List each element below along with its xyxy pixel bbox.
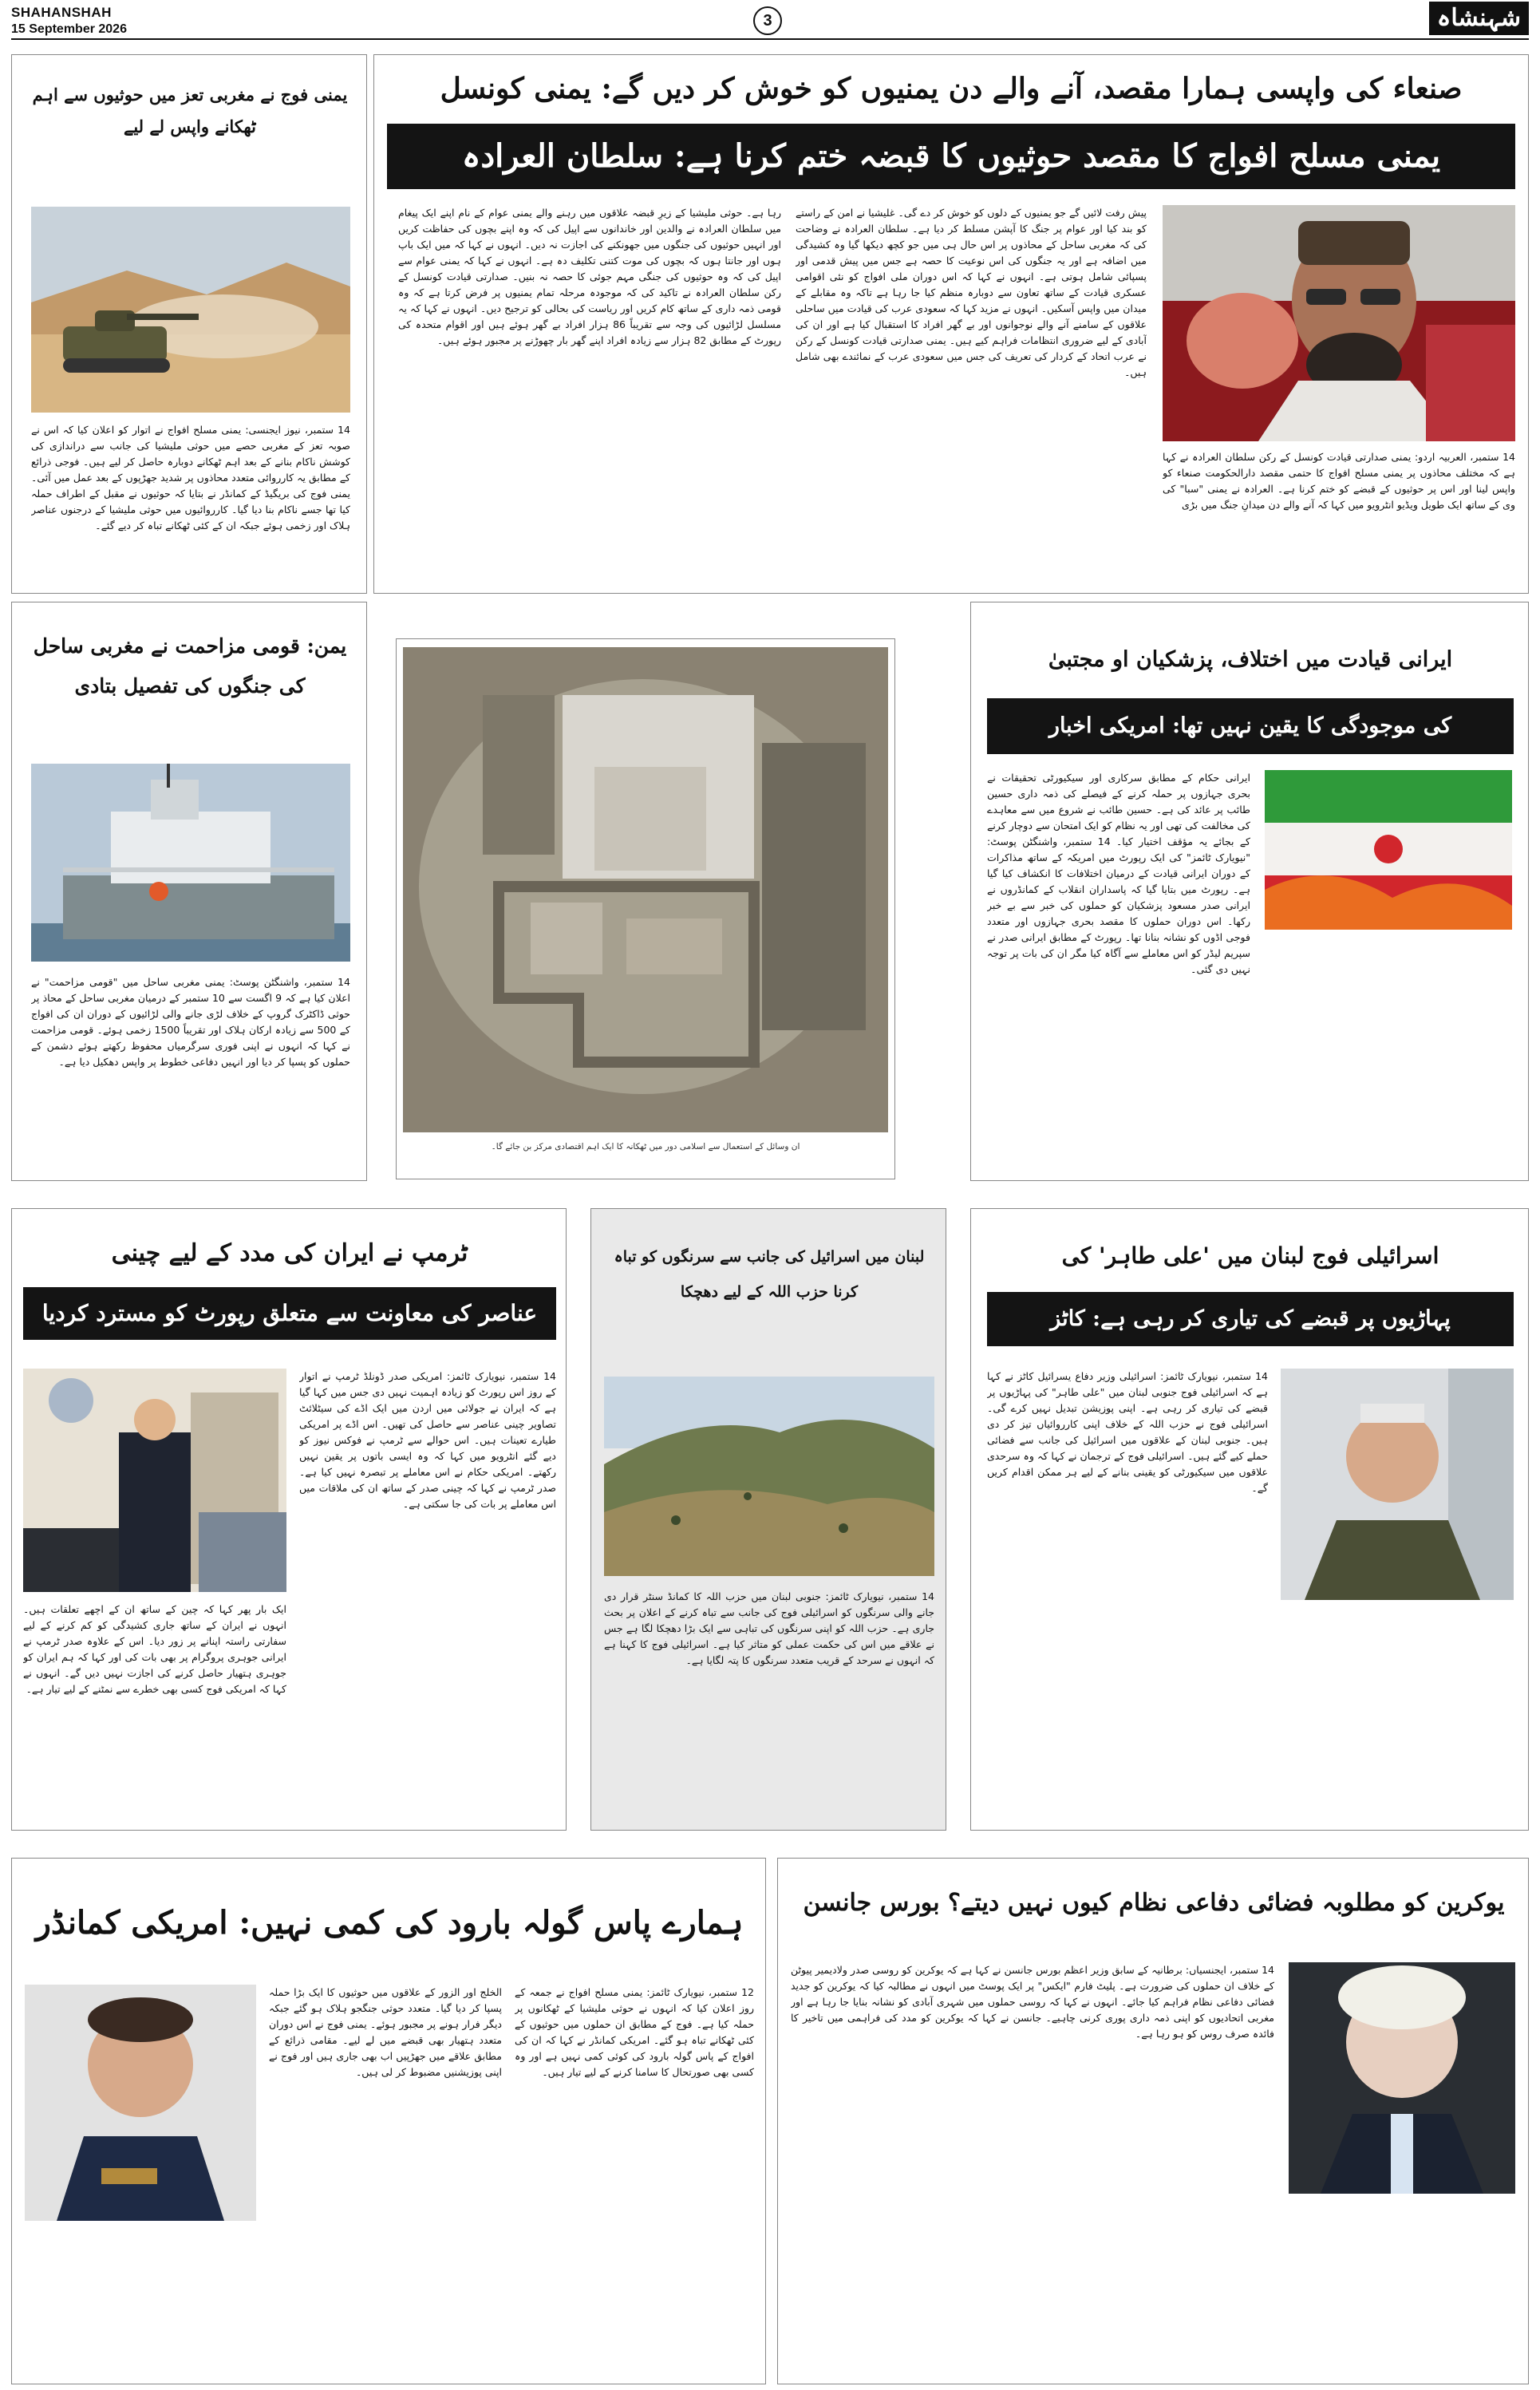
iran-headline-2: کی موجودگی کا یقین نہیں تھا: امریکی اخبار xyxy=(987,698,1514,754)
center-photo-box xyxy=(396,638,895,1179)
lebanon-tunnels-headline: لبنان میں اسرائیل کی جانب سے سرنگوں کو تباہ کرنا حزب اللہ کے لیے دھچکا xyxy=(614,1248,925,1301)
issue-date: 15 September 2026 xyxy=(11,22,127,36)
side-top-photo-tank xyxy=(31,207,350,413)
trump-headline-2: عناصر کی معاونت سے متعلق رپورٹ کو مسترد کردیا xyxy=(23,1287,556,1340)
masthead xyxy=(11,5,1529,46)
lead-story xyxy=(373,54,1529,594)
lead-column-1: پیش رفت لائیں گے جو یمنیوں کے دلوں کو خوش کر دے گی۔ غلیشیا نے امن کے راستے کو بند کیا اور عوام پر جنگ کا آپشن مسلط کر دیا ہے۔ سلطان العرادہ نے وضاحت کی کہ مغربی ساحل کے محاذوں پر اس حال ہی میں جو کچھ دیکھا گیا وہ کشیدگی میں اضافہ ہے اور یہ جنگوں کی اس نوعیت کا حصہ ہے جس میں پیش قدمی اور پسپائی شامل ہوتی ہے۔ انہوں نے کہا کہ اس دوران ملی افواج کو نئی اقوامی عسکری قیادت کے ساتھ تعاون سے دوبارہ منظم کیا جا رہا ہے تاکہ وہ مقابلے کے میدان میں واپس آسکیں۔ انہوں نے مزید کہا کہ سعودی عرب کی قیادت میں ساحلی علاقوں کے سامنے آنے والے نوجوانوں اور بے گھر افراد کا استقبال کیا ہے اور ان کی آبادی کے لیے ضروری انتظامات فراہم کیے ہیں۔ یمنی صدارتی قیادت کونسل کے رکن نے عرب اتحاد کے کردار کی تعریف کی جس میں سعودی عرب کے نمائندے بھی شامل ہیں۔ xyxy=(796,207,1147,378)
lead-column-2: رہا ہے۔ حوثی ملیشیا کے زیرِ قبضہ علاقوں میں رہنے والے یمنی عوام کے نام اپنے ایک پیغام میں سلطان العرادہ نے والدین اور خاندانوں سے اپیل کی کہ وہ اپنے بچوں کی حفاظت کریں اور انہیں حوثیوں کی جنگوں میں جھونکنے کی اجازت نہ دیں۔ انہوں نے کہا کہ میں ایک باپ ہوں اور جانتا ہوں کہ بچوں کی موت کتنی تکلیف دہ ہے۔ انہوں نے کہا کہ یمنی عوام سے اپیل کی کہ وہ حوثیوں کی جنگی مہم جوئی کا حصہ نہ بنیں۔ صدارتی قیادت کونسل کے رکن سلطان العرادہ نے تاکید کی کہ موجودہ مرحلہ تمام یمنیوں پر فرض کرتا ہے کہ وہ قومی ذمہ داری کے ساتھ کام کریں اور ریاست کی بحالی کو ترجیح دیں۔ انہوں نے کہا کہ یہ مسلسل لڑائیوں کی وجہ سے تقریباً 86 ہزار افراد بے گھر ہوئے ہیں اور اقوام متحدہ کی رپورٹ کے مطابق 82 ہزار سے زیادہ افراد اپنے گھر بار چھوڑنے پر مجبور ہوئے ہیں۔ xyxy=(398,207,781,346)
iran-story xyxy=(970,602,1529,1181)
side-top-headline: یمنی فوج نے مغربی تعز میں حوثیوں سے اہم ٹھکانے واپس لے لیے xyxy=(32,85,348,136)
israel-lebanon-photo-katz xyxy=(1281,1369,1514,1600)
side-top-story xyxy=(11,54,367,594)
ukraine-photo-boris-johnson xyxy=(1289,1962,1515,2194)
israel-lebanon-body: 14 ستمبر، نیویارک ٹائمز: اسرائیلی وزیر دفاع یسرائیل کاٹز نے کہا ہے کہ اسرائیلی فوج جنوبی لبنان میں "علی طاہر" کی پہاڑیوں پر قبضے کی تیاری کر رہی ہے۔ اپنی پوزیشن تبدیل نہیں کرے گی۔ اسرائیلی فوج نے حزب اللہ کے خلاف اپنی کارروائیاں تیز کر دی ہیں۔ جنوبی لبنان کے علاقوں میں اسرائیل کی جانب سے فضائی حملے کیے گئے ہیں۔ اسرائیلی فوج کے ترجمان نے کہا کہ وہ سرحدی علاقوں میں سیکیورٹی کو یقینی بنانے کے لیے ہر ممکن اقدام کریں گے۔ xyxy=(987,1370,1268,1494)
side-top-body: 14 ستمبر، نیوز ایجنسی: یمنی مسلح افواج نے اتوار کو اعلان کیا کہ اس نے صوبہ تعز کے مغربی حصے میں حوثی ملیشیا کی جانب سے دراندازی کی کوشش ناکام بنانے کے بعد اہم ٹھکانے دوبارہ حاصل کر لیے ہیں۔ فوجی ذرائع کے مطابق یہ کارروائی متعدد محاذوں پر شدید جھڑپوں کے بعد عمل میں آئی۔ یمنی فوج کی بریگیڈ کے کمانڈر نے بتایا کہ حوثیوں نے مقبل کے اطراف حملہ کیا تھا جسے ناکام بنا دیا گیا۔ کارروائیوں میں حوثی ملیشیا کے درجنوں عناصر ہلاک اور زخمی ہوئے جبکہ ان کے کئی ٹھکانے تباہ کر دیے گئے۔ xyxy=(31,424,350,531)
trump-column-1: 14 ستمبر، نیویارک ٹائمز: امریکی صدر ڈونلڈ ٹرمپ نے اتوار کے روز اس رپورٹ کو زیادہ اہمیت نہیں دی جس میں کہا گیا ہے کہ ایران نے جولائی میں اردن میں ایک اڈے کی سیٹلائٹ تصاویر چینی عناصر سے حاصل کی تھیں۔ اس اڈے پر امریکی طیارے تعینات ہیں۔ اس حوالے سے ٹرمپ نے فوکس نیوز کو دیے گئے انٹرویو میں کہا کہ وہ ایسی باتوں پر یقین نہیں رکھتے۔ امریکی حکام نے اس معاملے پر تبصرہ نہیں کیا ہے۔ صدر ٹرمپ نے کہا کہ چینی صدر کے ساتھ ان کی ملاقات میں اس معاملے پر بات کی جا سکتی ہے۔ xyxy=(299,1370,556,1510)
page-number: 3 xyxy=(753,6,782,35)
lebanon-tunnels-body: 14 ستمبر، نیویارک ٹائمز: جنوبی لبنان میں حزب اللہ کا کمانڈ سنٹر قرار دی جانے والی سرنگوں کو اسرائیلی فوج کی جانب سے تباہ کرنے کے اعلان پر بحث جاری ہے۔ حزب اللہ کو اپنی سرنگوں کی تباہی سے ایک بڑا دھچکا لگا ہے جس نے علاقے میں اس کی حکمت عملی کو متاثر کیا ہے۔ اسرائیلی فوج کا کہنا ہے کہ انہوں نے سرحد کے قریب متعدد سرنگوں کا پتہ لگایا ہے۔ xyxy=(604,1590,934,1666)
trump-story xyxy=(11,1208,567,1831)
ammo-photo-commander xyxy=(25,1985,256,2221)
side-mid-photo-boat xyxy=(31,764,350,962)
iran-headline-1: ایرانی قیادت میں اختلاف، پزشکیان او مجتبیٰ xyxy=(1048,647,1453,672)
ukraine-story xyxy=(777,1858,1529,2384)
trump-column-2: ایک بار پھر کہا کہ چین کے ساتھ ان کے اچھے تعلقات ہیں۔ انہوں نے ایران کے ساتھ جاری کشیدگی کو کم کرنے کے لیے سفارتی راستہ اپنانے پر زور دیا۔ اس کے علاوہ صدر ٹرمپ نے ایرانی جوہری پروگرام پر بھی بات کی اور کہا کہ ہم ایران کو جوہری ہتھیار حاصل کرنے کی اجازت نہیں دیں گے۔ انہوں نے کہا کہ امریکی فوج کسی بھی خطرے سے نمٹنے کے لیے تیار ہے۔ xyxy=(23,1603,286,1695)
israel-lebanon-headline-2: پہاڑیوں پر قبضے کی تیاری کر رہی ہے: کاٹز xyxy=(987,1292,1514,1346)
iran-body: ایرانی حکام کے مطابق سرکاری اور سیکیورٹی تحقیقات نے بحری جہازوں پر حملہ کرنے کے فیصلے کی ذمہ داری حسین طائب پر عائد کی ہے۔ حسین طائب نے شروع میں سے معاہدے کی مخالفت کی تھی اور یہ نظام کو ایک امتحان سے دوچار کرنے کے بجائے یہ مؤقف اختیار کیا۔ 14 ستمبر، واشنگٹن پوسٹ: "نیویارک ٹائمز" کی ایک رپورٹ میں امریکہ کے ساتھ مذاکرات کے دوران ایرانی قیادت کے درمیان اختلافات کا انکشاف کیا گیا ہے۔ رپورٹ میں بتایا گیا کہ پاسداران انقلاب کے کمانڈروں نے ایرانی صدر مسعود پزشکیان کو حملوں کی خبر سے بے خبر رکھا۔ اس دوران حملوں کا مقصد بحری جہازوں اور متعدد فوجی اڈوں کو نشانہ بنانا تھا۔ رپورٹ کے مطابق ایرانی صدر نے سپریم لیڈر کو اس معاملے سے آگاہ کیا مگر ان کی بات پر توجہ نہیں دی گئی۔ xyxy=(987,772,1250,975)
side-mid-headline: یمن: قومی مزاحمت نے مغربی ساحل کی جنگوں کی تفصیل بتادی xyxy=(33,634,347,697)
masthead-rule xyxy=(11,38,1529,40)
iran-photo-flag xyxy=(1265,770,1512,930)
brand-name-en: SHAHANSHAH xyxy=(11,5,112,20)
ammo-column-1: 12 ستمبر، نیویارک ٹائمز: یمنی مسلح افواج نے جمعہ کے روز اعلان کیا کہ انہوں نے حوثی ملیشیا کے ٹھکانوں پر حملہ کیا ہے۔ فوج کے مطابق ان حملوں میں حوثیوں کے کئی ٹھکانے تباہ ہو گئے۔ امریکی کمانڈر نے کہا کہ ان کی افواج کے پاس گولہ بارود کی کوئی کمی نہیں ہے اور وہ کسی بھی صورتحال کا سامنا کرنے کے لیے تیار ہیں۔ xyxy=(515,1986,754,2078)
ukraine-headline: یوکرین کو مطلوبہ فضائی دفاعی نظام کیوں نہیں دیتے؟ بورس جانسن xyxy=(803,1889,1505,1917)
lebanon-tunnels-story xyxy=(590,1208,946,1831)
trump-headline-1: ٹرمپ نے ایران کی مدد کے لیے چینی xyxy=(111,1239,468,1267)
ukraine-body: 14 ستمبر، ایجنسیاں: برطانیہ کے سابق وزیر اعظم بورس جانسن نے کہا ہے کہ یوکرین کو روسی صدر ولادیمیر پیوٹن کے خلاف ان حملوں کی ضرورت ہے۔ پلیٹ فارم "ایکس" پر ایک پوسٹ میں انہوں نے مطالبہ کیا کہ یوکرین کو جدید فضائی دفاعی نظام فراہم کیا جائے۔ انہوں نے کہا کہ روسی حملوں میں شہری آبادی کو نشانہ بنایا جا رہا ہے اور مغربی اتحادیوں کو اپنی ذمہ داری پوری کرنی چاہیے۔ جانسن نے کہا کہ یوکرین کو مدد کی فراہمی میں تاخیر کا فائدہ صرف روس کو ہو رہا ہے۔ xyxy=(791,1964,1274,2040)
israel-lebanon-headline-1: اسرائیلی فوج لبنان میں 'علی طاہر' کی xyxy=(1061,1242,1439,1269)
brand-name-ur: شہنشاہ xyxy=(1429,2,1529,35)
lead-caption: 14 ستمبر، العربیہ اردو: یمنی صدارتی قیادت کونسل کے رکن سلطان العرادہ نے کہا ہے کہ مختلف محاذوں پر یمنی مسلح افواج کا حتمی مقصد دارالحکومت صنعاء کو واپس لینا اور اس پر حوثیوں کے قبضے کو ختم کرنا ہے۔ العرادہ نے یمنی "سبا" کی وی کے ساتھ ایک طویل ویڈیو انٹرویو میں کہا کہ آنے والے دن میدانِ جنگ میں بڑی xyxy=(1163,451,1515,511)
lead-photo-sultan-al-aradah xyxy=(1163,205,1515,441)
center-photo-excavation xyxy=(403,647,888,1132)
trump-photo xyxy=(23,1369,286,1592)
lead-headline-1: صنعاء کی واپسی ہمارا مقصد، آنے والے دن یمنیوں کو خوش کر دیں گے: یمنی کونسل xyxy=(440,72,1463,105)
ammo-column-2: الخلج اور الزور کے علاقوں میں حوثیوں کا ایک بڑا حملہ پسپا کر دیا گیا۔ متعدد حوثی جنگجو ہلاک ہو گئے جبکہ دیگر فرار ہونے پر مجبور ہوئے۔ یمنی فوج نے اس دوران متعدد ہتھیار بھی قبضے میں لے لیے۔ مقامی ذرائع کے مطابق علاقے میں جھڑپیں اب بھی جاری ہیں اور فوج نے اپنی پوزیشنیں مضبوط کر لی ہیں۔ xyxy=(269,1986,502,2078)
lebanon-tunnels-photo-hills xyxy=(604,1377,934,1576)
center-photo-caption: ان وسائل کے استعمال سے اسلامی دور میں ٹھکانہ کا ایک اہم اقتصادی مرکز بن جائے گا۔ xyxy=(491,1142,800,1152)
ammo-story xyxy=(11,1858,766,2384)
lead-headline-2: یمنی مسلح افواج کا مقصد حوثیوں کا قبضہ ختم کرنا ہے: سلطان العرادہ xyxy=(387,124,1515,189)
ammo-headline: ہمارے پاس گولہ بارود کی کمی نہیں: امریکی کمانڈر xyxy=(35,1904,744,1942)
israel-lebanon-story xyxy=(970,1208,1529,1831)
side-mid-body: 14 ستمبر، واشنگٹن پوسٹ: یمنی مغربی ساحل میں "قومی مزاحمت" نے اعلان کیا ہے کہ 9 اگست سے 10 ستمبر کے درمیان مغربی ساحل کے محاذ پر حوثی ڈاکٹرک گروپ کے خلاف لڑی جانے والی لڑائیوں کے دوران ان کی افواج کے 500 سے زیادہ ارکان ہلاک اور تقریباً 1500 زخمی ہوئے۔ قومی مزاحمت نے کہا کہ انہوں نے اپنی فوری سرگرمیاں محفوظ رکھتے ہوئے دشمن کے حملوں کو پسپا کر دیا اور انہیں دفاعی خطوط پر واپس دھکیل دیا ہے۔ xyxy=(31,976,350,1068)
side-mid-story xyxy=(11,602,367,1181)
